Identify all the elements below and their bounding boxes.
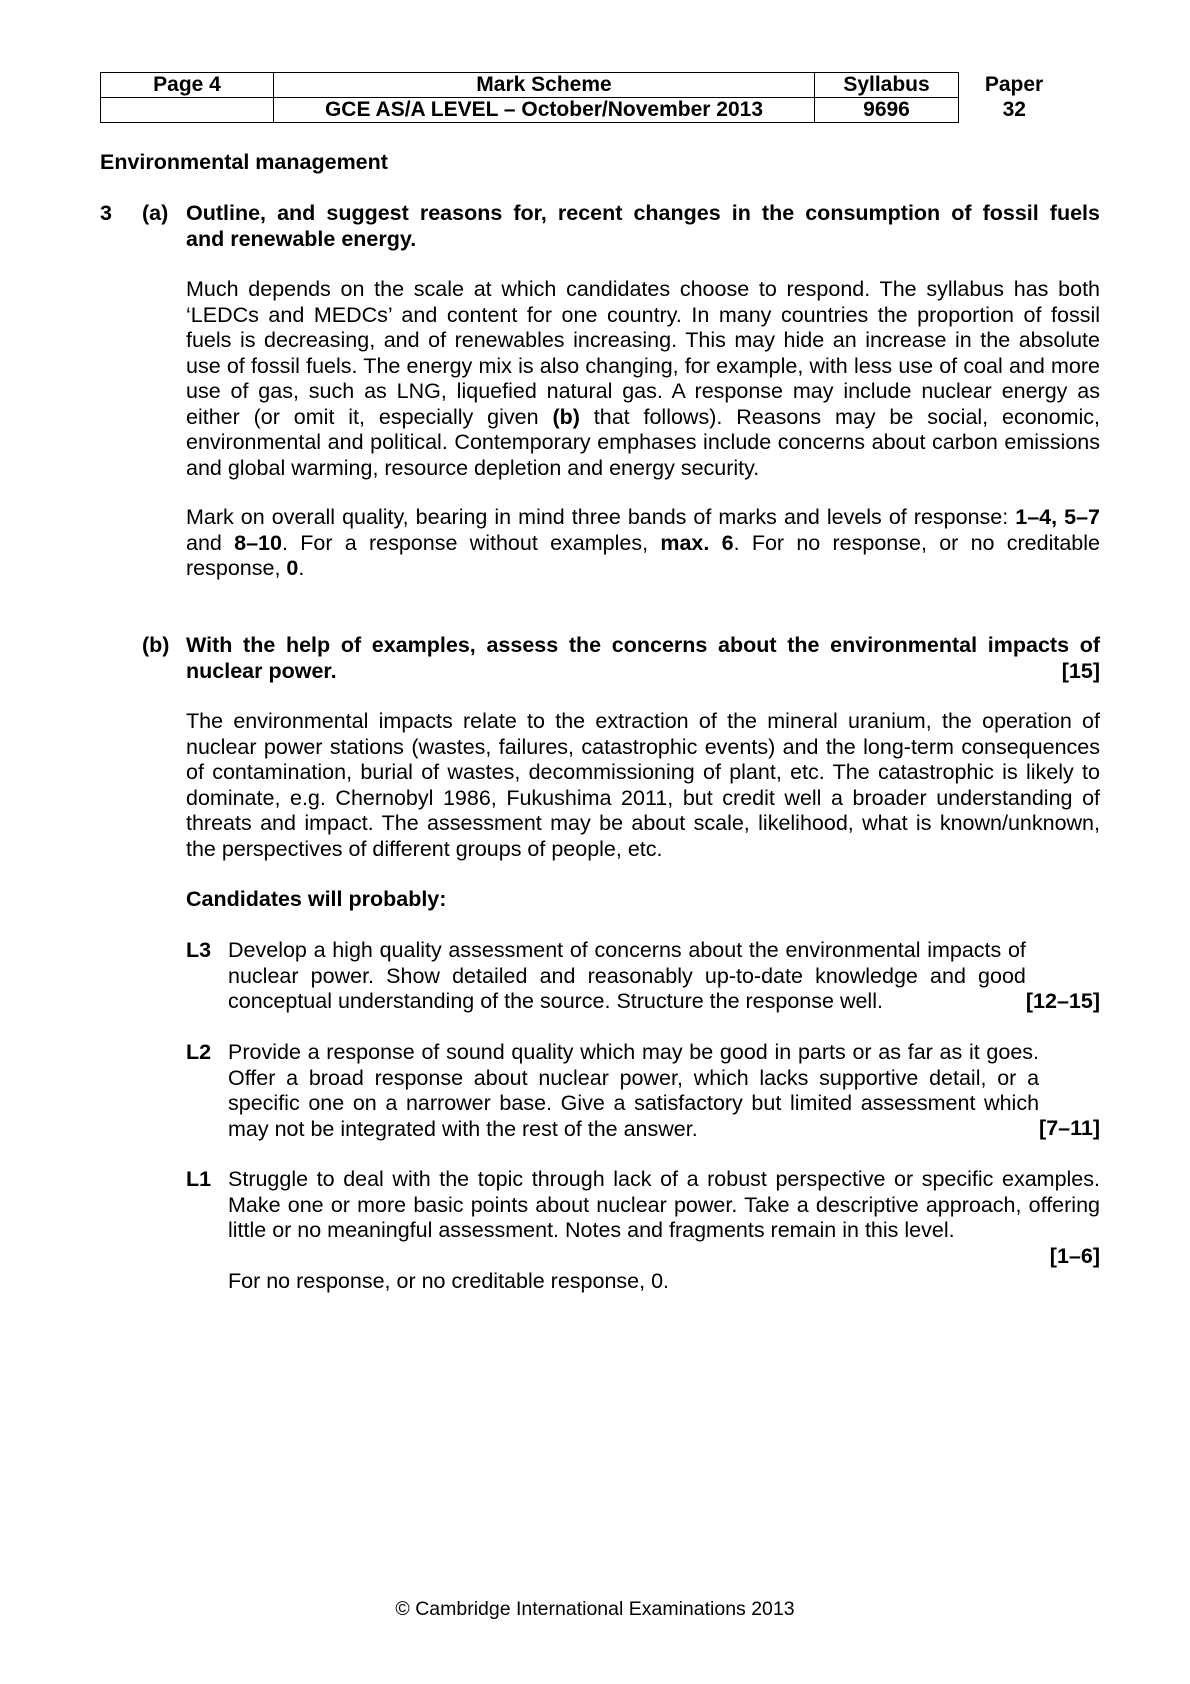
level-code-l3: L3 — [186, 938, 212, 962]
document-title: Mark Scheme — [274, 73, 815, 98]
part-b-label: (b) — [142, 633, 170, 657]
part-b-prompt-line2: nuclear power. — [186, 658, 337, 683]
band-low-mid: 1–4, 5–7 — [1015, 505, 1100, 529]
paper-number: 32 — [1002, 98, 1026, 121]
part-a-marking — [186, 505, 1100, 582]
paper-label: Paper — [984, 73, 1044, 96]
question-number: 3 — [100, 201, 112, 225]
marking-text: . For no response, or no creditable response, — [186, 530, 1100, 580]
level-descriptor-l2 — [228, 1040, 1100, 1142]
part-b-prompt-line1: With the help of examples, assess the concerns about the environmental impacts of — [186, 633, 1100, 657]
part-a-guidance-text-cont: that follows). Reasons may be social, economic, environmental and political. Contemporary emphases include concerns about carbon emissions and global warming, resource depletion and energy security. — [186, 404, 1101, 480]
part-a-prompt-line1: Outline, and suggest reasons for, recent changes in the consumption of fossil fuels — [186, 201, 1100, 225]
part-a-label: (a) — [142, 201, 169, 225]
level-marks-l2: [7–11] — [1039, 1116, 1100, 1140]
part-a-guidance-ref: (b) — [552, 404, 580, 429]
part-a-prompt — [186, 201, 1100, 252]
syllabus-code: 9696 — [815, 98, 959, 123]
page-number: Page 4 — [101, 73, 274, 98]
part-a-guidance-text: Much depends on the scale at which candidates choose to respond. The syllabus has both ‘LEDCs and MEDCs’ and content for one country. In many countries the proportion of fossil fuels is decreasing, and of renewables increasing. This may hide an increase in the absolute use of fossil fuels. The energy mix is also changing, for example, with less use of coal and more use of gas, such as LNG, liquefied natural gas. A response may include nuclear energy as either (or omit it, especially given — [186, 277, 1100, 429]
level-marks-l1: [1–6] — [1049, 1243, 1100, 1268]
level-marks-l3: [12–15] — [1025, 989, 1100, 1013]
marking-text: . — [298, 556, 305, 580]
marking-text: Mark on overall quality, bearing in mind three bands of marks and levels of response: — [186, 505, 1016, 529]
level-text-l2: Provide a response of sound quality which may be good in parts or as far as it goes. Offer a broad response about nuclear power, which lacks supportive detail, or a specific one on a narrower base. Give a satisfactory but limited assessment which may not be integrated with the rest of the answer. — [228, 1040, 1040, 1141]
level-descriptor-l3 — [228, 938, 1100, 1015]
zero-mark: 0 — [286, 556, 299, 580]
part-b-prompt — [186, 633, 1100, 684]
no-response-note: For no response, or no creditable response, 0. — [228, 1269, 670, 1293]
part-b-marks: [15] — [1061, 658, 1100, 683]
part-b-guidance: The environmental impacts relate to the extraction of the mineral uranium, the operation of nuclear power stations (wastes, failures, catastrophic events) and the long-term consequences of contamination, burial of wastes, decommissioning of plant, etc. The catastrophic is likely to dominate, e.g. Chernobyl 1986, Fukushima 2011, but credit well a broader understanding of threats and impact. The assessment may be about scale, likelihood, what is known/unknown, the perspectives of different groups of people, etc. — [186, 709, 1100, 861]
header-empty-cell — [101, 98, 274, 123]
part-a-prompt-line2: and renewable energy. — [186, 226, 417, 251]
level-text-l1: Struggle to deal with the topic through lack of a robust perspective or specific examples. Make one or more basic points about nuclear power. Take a descriptive approach, offering little or no meaningful assessment. Notes and fragments remain in this level. — [228, 1167, 1100, 1242]
marking-text: and — [186, 530, 235, 555]
exam-session: GCE AS/A LEVEL – October/November 2013 — [274, 98, 815, 123]
max-mark: max. 6 — [660, 530, 734, 555]
section-title: Environmental management — [100, 150, 388, 174]
part-a-guidance — [186, 277, 1100, 481]
band-high: 8–10 — [234, 530, 282, 555]
level-descriptor-l1 — [228, 1167, 1100, 1295]
marking-text: . For a response without examples, — [281, 530, 661, 555]
header-table — [100, 72, 1070, 123]
syllabus-label: Syllabus — [815, 73, 959, 98]
candidates-heading: Candidates will probably: — [186, 887, 447, 911]
level-code-l1: L1 — [186, 1167, 212, 1191]
level-code-l2: L2 — [186, 1040, 212, 1064]
copyright-footer: © Cambridge International Examinations 2013 — [395, 1598, 795, 1620]
level-text-l3: Develop a high quality assessment of concerns about the environmental impacts of nuclear power. Show detailed and reasonably up-to-date knowledge and good conceptual understanding of the source. Structure the response well. — [228, 938, 1026, 1013]
